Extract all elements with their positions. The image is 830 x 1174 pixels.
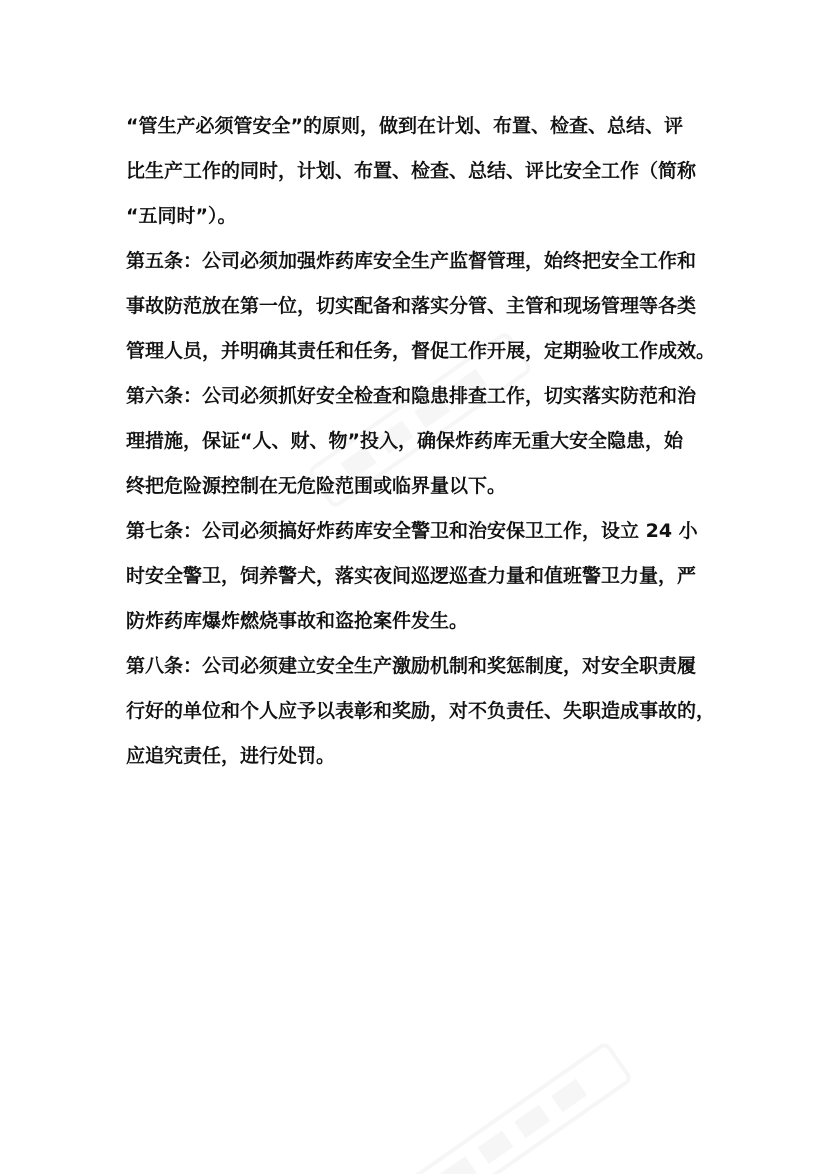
paragraph-article-6: [126, 374, 716, 509]
text-line: 比生产工作的同时，计划、布置、检查、总结、评比安全工作（简称: [126, 160, 697, 182]
paragraph-article-7: [126, 509, 716, 644]
document-body: [126, 104, 716, 779]
text-line: 第八条：公司必须建立安全生产激励机制和奖惩制度，对安全职责履: [126, 655, 697, 677]
text-line: “管生产必须管安全”的原则，做到在计划、布置、检查、总结、评: [126, 115, 683, 137]
text-line: 事故防范放在第一位，切实配备和落实分管、主管和现场管理等各类: [126, 295, 697, 317]
text-line: 理措施，保证“人、财、物”投入，确保炸药库无重大安全隐患，始: [126, 430, 683, 452]
text-line: 应追究责任，进行处罚。: [126, 745, 336, 767]
text-line: 防炸药库爆炸燃烧事故和盗抢案件发生。: [126, 610, 469, 632]
text-line: 第五条：公司必须加强炸药库安全生产监督管理，始终把安全工作和: [126, 250, 697, 272]
paragraph-principle: [126, 104, 716, 239]
text-line: 第七条：公司必须搞好炸药库安全警卫和治安保卫工作，设立 24 小: [126, 520, 698, 542]
paragraph-article-5: [126, 239, 716, 374]
text-line: 第六条：公司必须抓好安全检查和隐患排查工作，切实落实防范和治: [126, 385, 697, 407]
text-line: 管理人员，并明确其责任和任务，督促工作开展，定期验收工作成效。: [126, 340, 716, 362]
watermark-mark-bottom: [409, 1043, 631, 1174]
text-line: “五同时”）。: [126, 205, 237, 227]
text-line: 行好的单位和个人应予以表彰和奖励，对不负责任、失职造成事故的，: [126, 700, 716, 722]
text-line: 终把危险源控制在无危险范围或临界量以下。: [126, 475, 507, 497]
text-line: 时安全警卫，饲养警犬，落实夜间巡逻巡查力量和值班警卫力量，严: [126, 565, 697, 587]
paragraph-article-8: [126, 644, 716, 779]
